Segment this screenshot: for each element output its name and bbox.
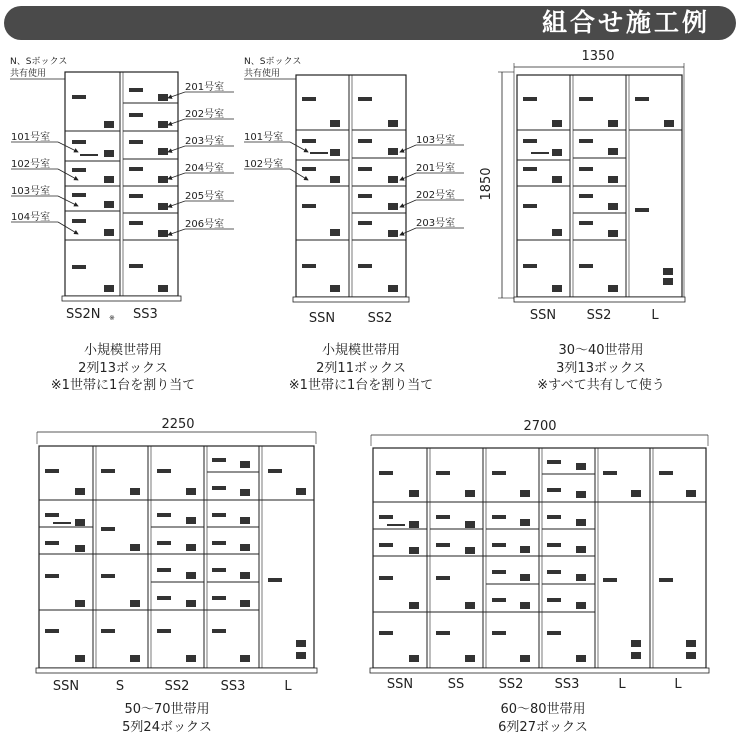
caption-line-2: 6列27ボックス bbox=[498, 720, 588, 735]
column-label: SSN bbox=[529, 308, 557, 323]
caption-line-1: 小規模世帯用 bbox=[83, 343, 163, 358]
room-label: 205号室 bbox=[185, 191, 225, 202]
caption-line-2: 2列11ボックス bbox=[316, 361, 406, 376]
room-label: 104号室 bbox=[11, 212, 51, 223]
room-label: 103号室 bbox=[416, 135, 456, 146]
caption-line-2: 5列24ボックス bbox=[122, 720, 212, 735]
width-dimension: 1350 bbox=[581, 49, 615, 64]
column-label: SS3 bbox=[133, 307, 158, 322]
unit-3 bbox=[479, 49, 685, 393]
footnote-mark: ※ bbox=[109, 314, 115, 322]
width-dimension: 2250 bbox=[161, 417, 195, 432]
column-label: S bbox=[115, 679, 125, 694]
caption-line-3: ※1世帯に1台を割り当て bbox=[288, 378, 434, 393]
column-label: L bbox=[674, 677, 682, 692]
room-label: 102号室 bbox=[11, 159, 51, 170]
caption-line-1: 30～40世帯用 bbox=[558, 343, 644, 358]
locker-cabinet bbox=[65, 72, 178, 296]
room-label: 203号室 bbox=[416, 218, 456, 229]
unit-1 bbox=[10, 56, 234, 393]
room-label: 101号室 bbox=[11, 132, 51, 143]
room-label: 202号室 bbox=[185, 109, 225, 120]
shared-note-line-1: N、Sボックス bbox=[244, 57, 302, 67]
room-label: 204号室 bbox=[185, 163, 225, 174]
column-label: SSN bbox=[386, 677, 414, 692]
caption-line-2: 2列13ボックス bbox=[78, 361, 168, 376]
column-label: SS3 bbox=[220, 679, 246, 694]
column-label: L bbox=[284, 679, 292, 694]
room-label: 103号室 bbox=[11, 186, 51, 197]
shared-note-line-2: 共有使用 bbox=[10, 69, 47, 79]
room-label: 203号室 bbox=[185, 136, 225, 147]
locker-cabinet bbox=[39, 446, 314, 668]
height-dimension: 1850 bbox=[479, 167, 494, 201]
column-label: SS3 bbox=[554, 677, 580, 692]
room-label: 102号室 bbox=[244, 159, 284, 170]
caption-line-2: 3列13ボックス bbox=[556, 361, 646, 376]
column-label: SS2 bbox=[164, 679, 190, 694]
caption-line-1: 60～80世帯用 bbox=[500, 702, 586, 717]
column-label: SS2 bbox=[498, 677, 524, 692]
unit-5 bbox=[370, 419, 709, 735]
column-label: SS2 bbox=[586, 308, 612, 323]
caption-line-1: 50～70世帯用 bbox=[124, 702, 210, 717]
unit-4 bbox=[36, 417, 317, 735]
caption-line-3: ※1世帯に1台を割り当て bbox=[50, 378, 196, 393]
room-label: 201号室 bbox=[416, 163, 456, 174]
caption-line-1: 小規模世帯用 bbox=[321, 343, 401, 358]
caption-line-3: ※すべて共有して使う bbox=[537, 378, 665, 393]
page-title: 組合せ施工例 bbox=[541, 8, 710, 37]
room-label: 101号室 bbox=[244, 132, 284, 143]
room-label: 206号室 bbox=[185, 219, 225, 230]
column-label: L bbox=[651, 308, 659, 323]
column-label: SS2N bbox=[66, 307, 101, 322]
room-label: 202号室 bbox=[416, 190, 456, 201]
shared-note-line-1: N、Sボックス bbox=[10, 57, 68, 67]
column-label: L bbox=[618, 677, 626, 692]
column-label: SS2 bbox=[367, 311, 393, 326]
room-label: 201号室 bbox=[185, 82, 225, 93]
unit-2 bbox=[244, 56, 464, 393]
width-dimension: 2700 bbox=[523, 419, 557, 434]
column-label: SS bbox=[447, 677, 465, 692]
column-label: SSN bbox=[308, 311, 336, 326]
column-label: SSN bbox=[52, 679, 80, 694]
shared-note-line-2: 共有使用 bbox=[244, 69, 281, 79]
